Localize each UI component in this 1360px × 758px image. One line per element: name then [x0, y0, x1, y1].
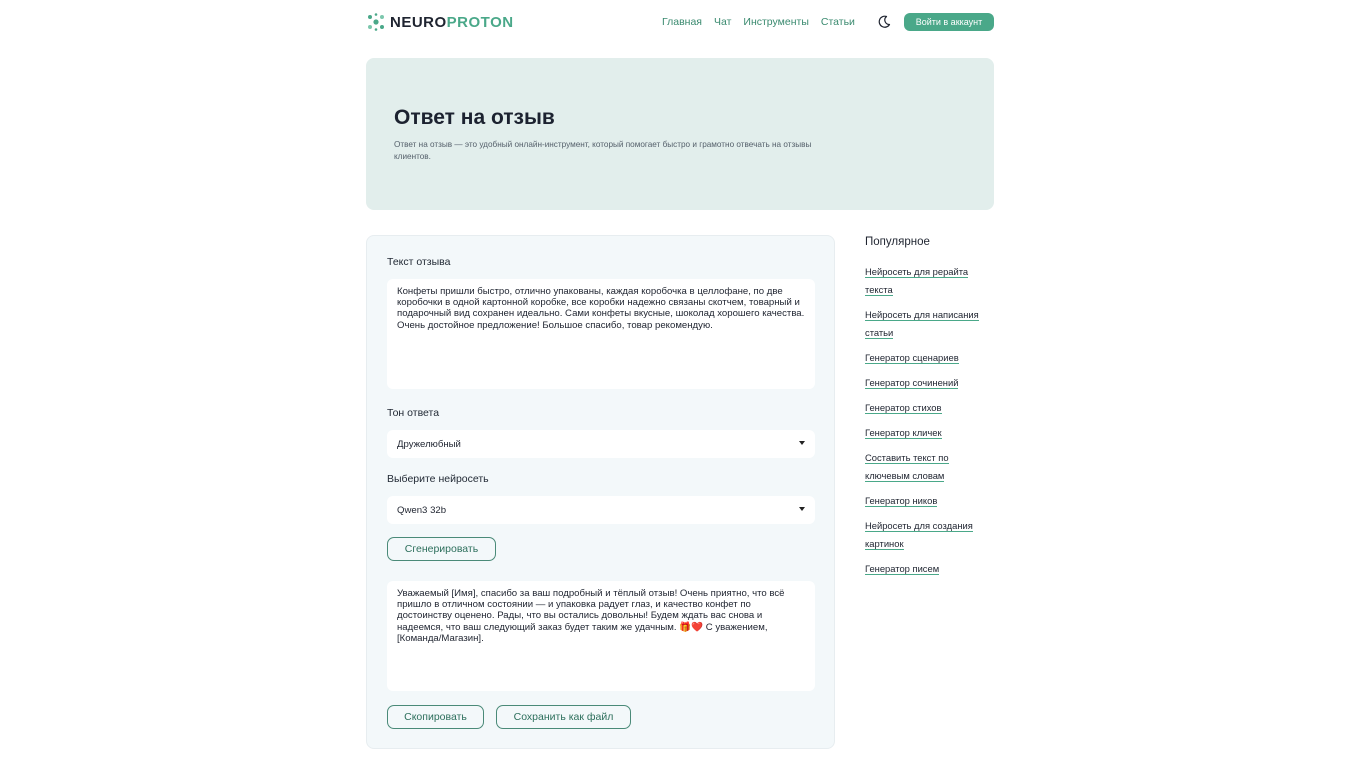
list-item	[865, 373, 995, 391]
logo-icon	[366, 12, 386, 32]
logo-text	[390, 14, 514, 31]
tone-label: Тон ответа	[387, 407, 440, 419]
page-title: Ответ на отзыв	[394, 106, 555, 129]
sidebar-link-rewrite[interactable]: Нейросеть для рерайта текста	[865, 266, 969, 295]
review-text-input[interactable]: Конфеты пришли быстро, отлично упакованы, каждая коробочка в целлофане, по две коробочки в одной картонной коробке, все коробки надежно связаны скотчем, товарный и подарочный вид сохранен идеально. Сами конфеты вкусные, шоколад хорошего качества. Очень достойное предложение! Большое спасибо, товар рекомендую.	[387, 279, 815, 389]
list-item	[865, 423, 995, 441]
popular-list	[865, 262, 995, 577]
list-item	[865, 398, 995, 416]
logo-text-proton: PROTON	[446, 13, 514, 31]
nav-link-chat[interactable]: Чат	[713, 16, 732, 28]
nav-link-tools[interactable]: Инструменты	[743, 16, 809, 28]
page-description: Ответ на отзыв — это удобный онлайн-инструмент, который помогает быстро и грамотно отвечать на отзывы клиентов.	[394, 140, 812, 161]
hero-banner	[366, 58, 994, 210]
sidebar-link-keyword-text[interactable]: Составить текст по ключевым словам	[865, 452, 949, 481]
copy-button[interactable]: Скопировать	[387, 705, 484, 729]
site-header	[366, 10, 994, 36]
list-item	[865, 559, 995, 577]
sidebar-link-scenario-generator[interactable]: Генератор сценариев	[865, 352, 959, 363]
sidebar-title: Популярное	[865, 236, 930, 248]
chevron-down-icon	[799, 441, 805, 445]
sidebar-link-article-writer[interactable]: Нейросеть для написания статьи	[865, 309, 979, 338]
nav-link-home[interactable]: Главная	[662, 16, 702, 28]
tone-select-value: Дружелюбный	[397, 439, 461, 450]
sidebar-link-nickname-generator[interactable]: Генератор ников	[865, 495, 938, 506]
review-text-label: Текст отзыва	[387, 256, 451, 268]
logo-text-neuro: NEURO	[390, 13, 447, 31]
save-file-button[interactable]: Сохранить как файл	[496, 705, 631, 729]
chevron-down-icon	[799, 507, 805, 511]
list-item	[865, 491, 995, 509]
sidebar-link-pet-name-generator[interactable]: Генератор кличек	[865, 427, 942, 438]
tone-select[interactable]	[387, 430, 815, 458]
list-item	[865, 305, 995, 341]
tool-form	[366, 235, 835, 749]
login-button[interactable]: Войти в аккаунт	[904, 13, 994, 31]
popular-sidebar	[865, 235, 995, 584]
generate-button[interactable]: Сгенерировать	[387, 537, 496, 561]
sidebar-link-poem-generator[interactable]: Генератор стихов	[865, 402, 942, 413]
model-label: Выберите нейросеть	[387, 473, 489, 485]
result-output[interactable]: Уважаемый [Имя], спасибо за ваш подробный и тёплый отзыв! Очень приятно, что всё пришло в отличном состоянии — и упаковка радует глаз, и качество конфет по достоинству оценено. Рады, что вы остались довольны! Будем ждать вас снова и надеемся, что ваш следующий заказ будет таким же удачным. 🎁❤️ С уважением, [Команда/Магазин].	[387, 581, 815, 691]
list-item	[865, 348, 995, 366]
sidebar-link-essay-generator[interactable]: Генератор сочинений	[865, 377, 959, 388]
main-nav	[662, 16, 855, 28]
logo[interactable]	[366, 12, 514, 32]
list-item	[865, 516, 995, 552]
sidebar-link-letter-generator[interactable]: Генератор писем	[865, 563, 940, 574]
sidebar-link-image-generator[interactable]: Нейросеть для создания картинок	[865, 520, 973, 549]
moon-icon[interactable]	[877, 15, 891, 29]
list-item	[865, 448, 995, 484]
model-select-value: Qwen3 32b	[397, 505, 447, 516]
nav-link-articles[interactable]: Статьи	[820, 16, 855, 28]
list-item	[865, 262, 995, 298]
model-select[interactable]	[387, 496, 815, 524]
